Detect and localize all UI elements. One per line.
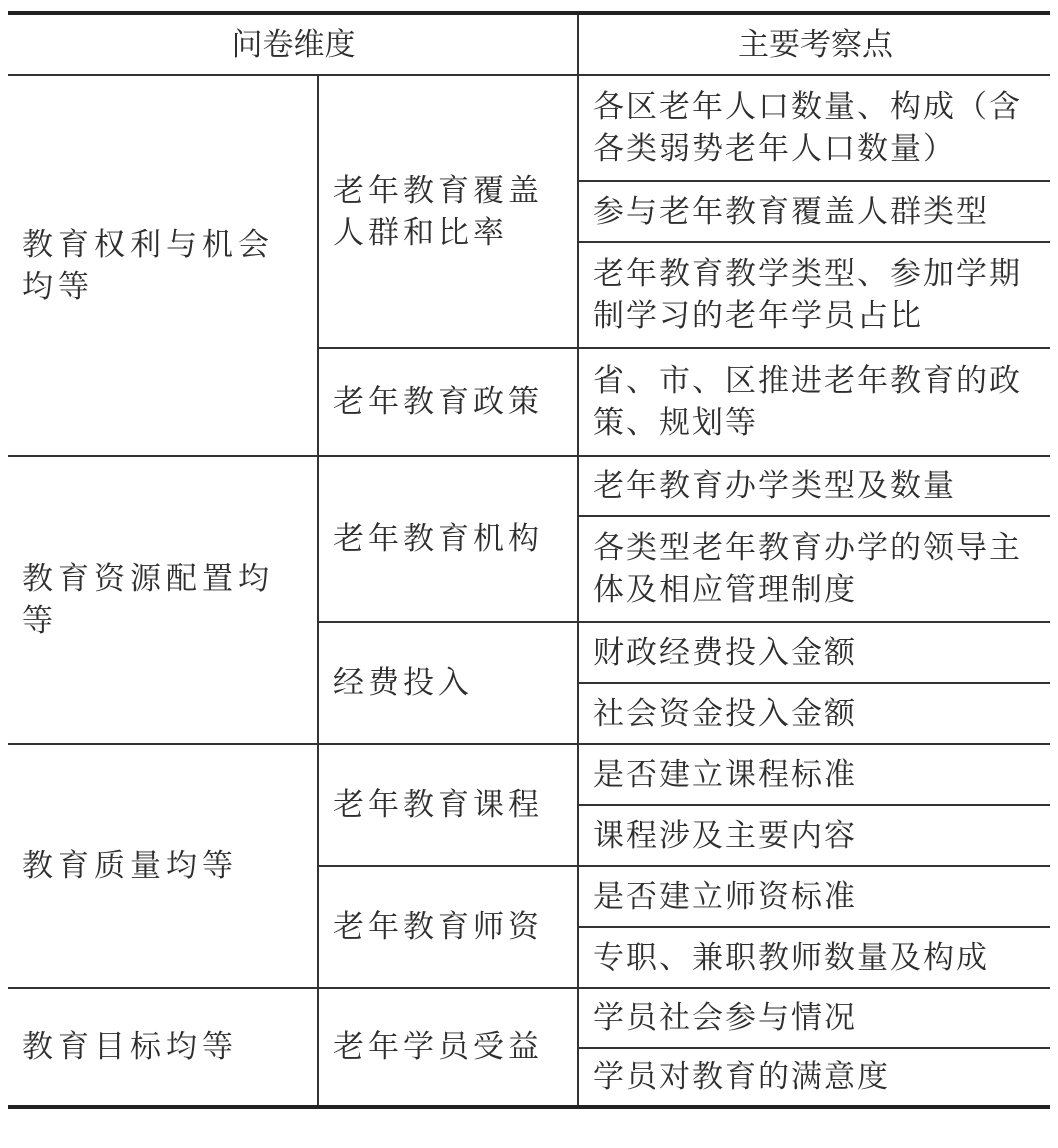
focus-point-cell: 参与老年教育覆盖人群类型 xyxy=(578,181,1050,242)
focus-point-cell: 是否建立课程标准 xyxy=(578,744,1050,805)
sub-dimension-cell: 老年学员受益 xyxy=(318,988,578,1107)
sub-dimension-cell: 经费投入 xyxy=(318,622,578,744)
table-row xyxy=(8,988,1050,1048)
focus-point-cell: 各区老年人口数量、构成（含各类弱势老年人口数量） xyxy=(578,75,1050,181)
survey-dimensions-table xyxy=(8,11,1050,1109)
sub-dimension-cell: 老年教育机构 xyxy=(318,456,578,622)
focus-point-cell: 财政经费投入金额 xyxy=(578,622,1050,683)
focus-point-cell: 各类型老年教育办学的领导主体及相应管理制度 xyxy=(578,516,1050,622)
header-dimension: 问卷维度 xyxy=(8,13,578,75)
header-focus: 主要考察点 xyxy=(578,13,1050,75)
header-row xyxy=(8,13,1050,75)
focus-point-cell: 是否建立师资标准 xyxy=(578,866,1050,927)
dimension-cell: 教育资源配置均等 xyxy=(8,456,318,744)
dimension-cell: 教育质量均等 xyxy=(8,744,318,988)
table-row xyxy=(8,75,1050,181)
dimension-cell: 教育权利与机会均等 xyxy=(8,75,318,456)
focus-point-cell: 学员对教育的满意度 xyxy=(578,1048,1050,1107)
table-row xyxy=(8,744,1050,805)
dimension-cell: 教育目标均等 xyxy=(8,988,318,1107)
focus-point-cell: 社会资金投入金额 xyxy=(578,683,1050,744)
focus-point-cell: 省、市、区推进老年教育的政策、规划等 xyxy=(578,348,1050,456)
sub-dimension-cell: 老年教育覆盖人群和比率 xyxy=(318,75,578,348)
focus-point-cell: 专职、兼职教师数量及构成 xyxy=(578,927,1050,988)
table-row xyxy=(8,456,1050,516)
sub-dimension-cell: 老年教育师资 xyxy=(318,866,578,988)
focus-point-cell: 老年教育办学类型及数量 xyxy=(578,456,1050,516)
sub-dimension-cell: 老年教育课程 xyxy=(318,744,578,866)
sub-dimension-cell: 老年教育政策 xyxy=(318,348,578,456)
focus-point-cell: 老年教育教学类型、参加学期制学习的老年学员占比 xyxy=(578,242,1050,348)
focus-point-cell: 课程涉及主要内容 xyxy=(578,805,1050,866)
focus-point-cell: 学员社会参与情况 xyxy=(578,988,1050,1048)
